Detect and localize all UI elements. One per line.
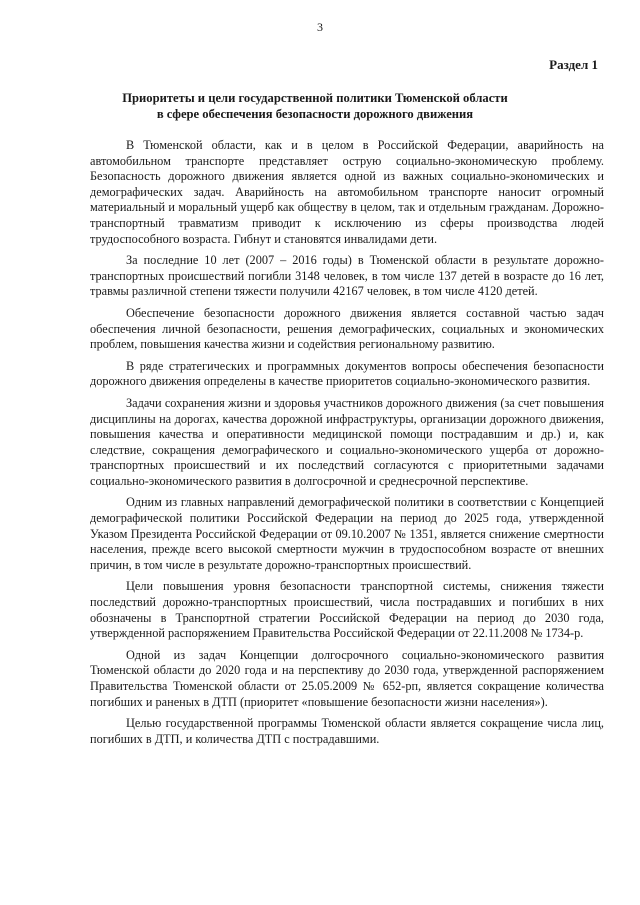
paragraph: В ряде стратегических и программных документов вопросы обеспечения безопасности дорожного движения определены в качестве приоритетов социально-экономического развития. [90,358,604,389]
body-text [90,138,604,753]
document-title-line-1: Приоритеты и цели государственной политики Тюменской области [122,91,508,105]
paragraph: Задачи сохранения жизни и здоровья участников дорожного движения (за счет повышения дисциплины на дорогах, качества дорожной инфраструктуры, организации дорожного движения, повышения качества и оперативности медицинской помощи пострадавшим и др.) и, как следствие, сокращения демографического и социально-экономического ущерба от дорожно-транспортных происшествий и их последствий согласуются с приоритетными задачами социально-экономического развития в долгосрочной и среднесрочной перспективе. [90,395,604,488]
paragraph: Одной из задач Концепции долгосрочного социально-экономического развития Тюменской области до 2020 года и на перспективу до 2030 года, утвержденной распоряжением Правительства Тюменской области от 25.05.2009 № 652-рп, является сокращение количества погибших и раненых в ДТП (приоритет «повышение безопасности жизни населения»). [90,647,604,709]
page-number: 3 [317,20,323,34]
document-title [80,90,550,122]
paragraph: Одним из главных направлений демографической политики в соответствии с Концепцией демографической политики Российской Федерации на период до 2025 года, утвержденной Указом Президента Российской Федерации от 09.10.2007 № 1351, является снижение смертности населения, прежде всего высокой смертности мужчин в трудоспособном возрасте от внешних причин, в том числе в результате дорожно-транспортных происшествий. [90,495,604,572]
document-title-line-2: в сфере обеспечения безопасности дорожного движения [156,107,474,121]
section-label: Раздел 1 [549,57,598,72]
paragraph: За последние 10 лет (2007 – 2016 годы) в Тюменской области в результате дорожно-транспортных происшествий погибли 3148 человек, в том числе 137 детей в возрасте до 16 лет, травмы различной степени тяжести получили 42167 человек, в том числе 4120 детей. [90,253,604,299]
paragraph: В Тюменской области, как и в целом в Российской Федерации, аварийность на автомобильном транспорте представляет острую социально-экономическую проблему. Безопасность дорожного движения является одной из важных социально-экономических и демографических задач. Аварийность на автомобильном транспорте наносит огромный материальный и моральный ущерб как обществу в целом, так и отдельным гражданам. Дорожно-транспортный травматизм приводит к исключению из сферы производства людей трудоспособного возраста. Гибнут и становятся инвалидами дети. [90,138,604,246]
paragraph: Обеспечение безопасности дорожного движения является составной частью задач обеспечения личной безопасности, решения демографических, социальных и экономических проблем, повышения качества жизни и содействия региональному развитию. [90,305,604,352]
paragraph: Цели повышения уровня безопасности транспортной системы, снижения тяжести последствий дорожно-транспортных происшествий, числа пострадавших и погибших в них обозначены в Транспортной стратегии Российской Федерации на период до 2030 года, утвержденной распоряжением Правительства Российской Федерации от 22.11.2008 № 1734-р. [90,579,604,641]
paragraph: Целью государственной программы Тюменской области является сокращение числа лиц, погибших в ДТП, и количества ДТП с пострадавшими. [90,716,604,746]
